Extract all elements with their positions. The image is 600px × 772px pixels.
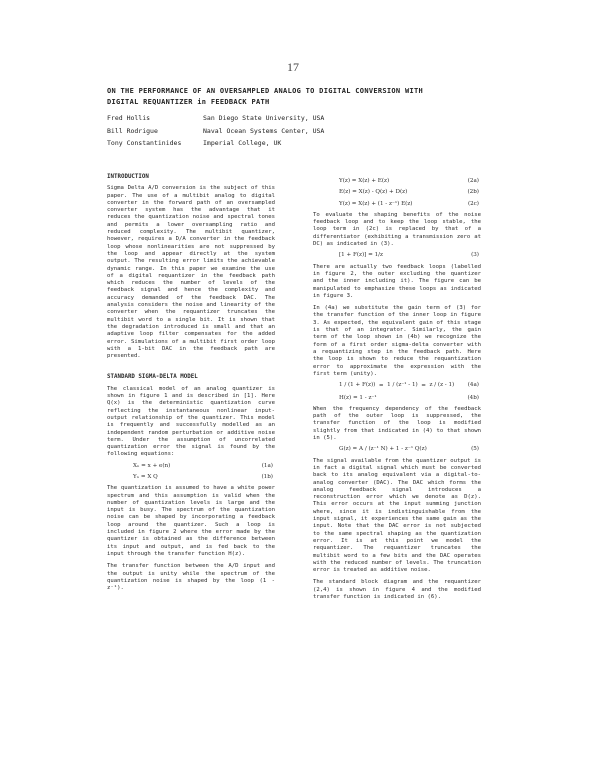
equation-4a-number: (4a)	[467, 382, 479, 389]
equation-5-body: G(z) = A / (z⁻¹ N) + 1 - z⁻¹ Q(z)	[339, 446, 427, 453]
title-line-2: DIGITAL REQUANTIZER in FEEDBACK PATH	[107, 98, 270, 106]
equation-1a-body: Xₙ = x + e(n)	[133, 462, 171, 469]
title-line-1: ON THE PERFORMANCE OF AN OVERSAMPLED ANALOG TO DIGITAL CONVERSION WITH	[107, 87, 424, 95]
substitution-text: In (4a) we substitute the gain term of (3) for the transfer function of the inner loop in figure 3. As expected, the equivalent gain of this stage is that of an integrator. Similarly, the gain term of the loop shown in (4b) we recognize the form of a first order sigma-delta converter with a requantizing step in the feedback path. Here the loop is shown to reduce the requantization error to approximate the expression with the first term (unity).	[313, 305, 481, 377]
model-text: The classical model of an analog quantizer is shown in figure 1 and is described in [1]. Here Q(x) is the deterministic quantization curve reflecting the instantaneous nonlinear input-output relationship of the quantizer. This model is frequently and successfully modelled as an independent random perturbation or additive noise term. Under the assumption of uncorrelated quantization error the signal is found by the following equations:	[107, 385, 275, 458]
author-name: Fred Hollis	[107, 114, 151, 122]
right-column	[313, 174, 481, 601]
block-diagram-text: The standard block diagram and the requantizer (2,4) is shown in figure 4 and the modified transfer function is indicated in (6).	[313, 579, 481, 600]
author-name: Bill Rodrigue	[107, 126, 158, 135]
paper-title	[107, 86, 527, 108]
page-number: 17	[287, 60, 299, 74]
equation-2c-number: (2c)	[467, 200, 479, 207]
equation-2a	[313, 178, 481, 185]
author-name: Tony Constantinides	[107, 139, 182, 147]
author-affiliation: Imperial College, UK	[203, 139, 282, 147]
equation-1b	[107, 474, 275, 481]
equation-5	[313, 446, 481, 453]
equation-2b-number: (2b)	[467, 189, 479, 196]
model-heading: STANDARD SIGMA-DELTA MODEL	[107, 374, 198, 381]
author-row	[107, 125, 324, 138]
equation-4b-number: (4b)	[467, 394, 479, 401]
equation-2b-body: E(z) = X(z) - Q(z) + D(z)	[339, 189, 408, 196]
author-row	[107, 112, 324, 125]
transfer-text: The transfer function between the A/D input and the output is unity while the spectrum of the quantization noise is shaped by the loop (1 - z⁻¹).	[107, 563, 275, 592]
equation-4a-mid: 1 / (z⁻¹ - 1)	[387, 382, 418, 389]
equation-4a-lhs: 1 / (1 + F(z))	[339, 382, 376, 389]
equation-2b	[313, 189, 481, 196]
equation-2c-body: Y(z) = X(z) + (1 - z⁻¹) E(z)	[339, 200, 413, 207]
equation-3	[313, 252, 481, 259]
author-affiliation: Naval Ocean Systems Center, USA	[203, 126, 325, 135]
equation-3-number: (3)	[471, 252, 479, 259]
frequency-text: When the frequency dependency of the feedback path of the outer loop is suppressed, the transfer function of the loop is modified slightly from that indicated in (4) to that shown in (5).	[313, 405, 481, 442]
equation-4b	[313, 395, 481, 402]
equation-2c	[313, 201, 481, 208]
equation-1a-number: (1a)	[261, 462, 273, 469]
author-row	[107, 137, 324, 150]
equation-1b-body: Yₙ = X Q	[133, 473, 158, 480]
introduction-heading: INTRODUCTION	[107, 174, 149, 180]
author-affiliation: San Diego State University, USA	[203, 114, 325, 122]
shaping-text: To evaluate the shaping benefits of the noise feedback loop and to keep the loop stable, the loop term in (2c) is replaced by that of a differentiator (exhibiting a transmission zero at DC) as indicated in (3).	[313, 211, 481, 248]
quantization-text: The quantization is assumed to have a white power spectrum and this assumption is valid when the number of quantization levels is large and the input is busy. The spectrum of the quantization noise can be shaped by incorporating a feedback loop around the quantizer. Such a loop is included in figure 2 where the error made by the quantizer is obtained as the difference between its input and output, and is fed back to the input through the transfer function H(z).	[107, 485, 275, 557]
loops-text: There are actually two feedback loops (labelled in figure 2, the outer excluding the quantizer and the inner including it). The figure can be manipulated to emphasize these loops as indicated in figure 3.	[313, 263, 481, 299]
equation-1a	[107, 463, 275, 470]
equation-2a-body: Y(z) = X(z) + E(z)	[339, 178, 390, 184]
equation-4a	[313, 382, 481, 390]
introduction-text: Sigma Delta A/D conversion is the subject of this paper. The use of a multibit analog to digital converter in the forward path of an oversampled converter system has the advantage that it reduces the quantization noise and spectral tones and permits a lower oversampling ratio and reduced complexity. The multibit quantizer, however, requires a D/A converter in the feedback loop whose nonlinearities are not suppressed by the loop and appear directly at the system output. The resulting error limits the achievable dynamic range. In this paper we examine the use of a digital requantizer in the feedback path which reduces the number of levels of the feedback signal and hence the complexity and accuracy demanded of the feedback DAC. The analysis considers the noise and linearity of the converter when the requantizer truncates the multibit word to a single bit. It is shown that the degradation introduced is small and that an adaptive loop filter compensates for the added error. Simulations of a multibit first order loop with a 1-bit DAC in the feedback path are presented.	[107, 185, 275, 360]
equation-2a-number: (2a)	[467, 178, 479, 184]
equation-4a-rhs: z / (z - 1)	[429, 382, 455, 389]
equation-4a-body: 1 / (1 + F(z)) = 1 / (z⁻¹ - 1) = z / (z - 1)	[339, 382, 455, 390]
equation-3-body: [1 + F(z)] = 1/z	[339, 252, 383, 259]
equation-1b-number: (1b)	[261, 473, 273, 480]
dac-text: The signal available from the quantizer output is in fact a digital signal which must be converted back to its analog equivalent via a digital-to-analog converter (DAC). The DAC which forms the analog feedback signal introduces a reconstruction error which we denote as D(z). This error occurs at the input summing junction where, since it is indistinguishable from the input signal, it experiences the same gain as the input. Note that the DAC error is not subjected to the same spectral shaping as the quantization error. It is at this point we model the requantizer. The requantizer truncates the multibit word to a few bits and the DAC operates with the reduced number of levels. The truncation error is treated as additive noise.	[313, 457, 481, 574]
equation-4b-body: H(z) = 1 - z⁻¹	[339, 394, 377, 401]
left-column	[107, 174, 275, 592]
author-list	[107, 112, 324, 150]
equation-5-number: (5)	[471, 446, 479, 453]
